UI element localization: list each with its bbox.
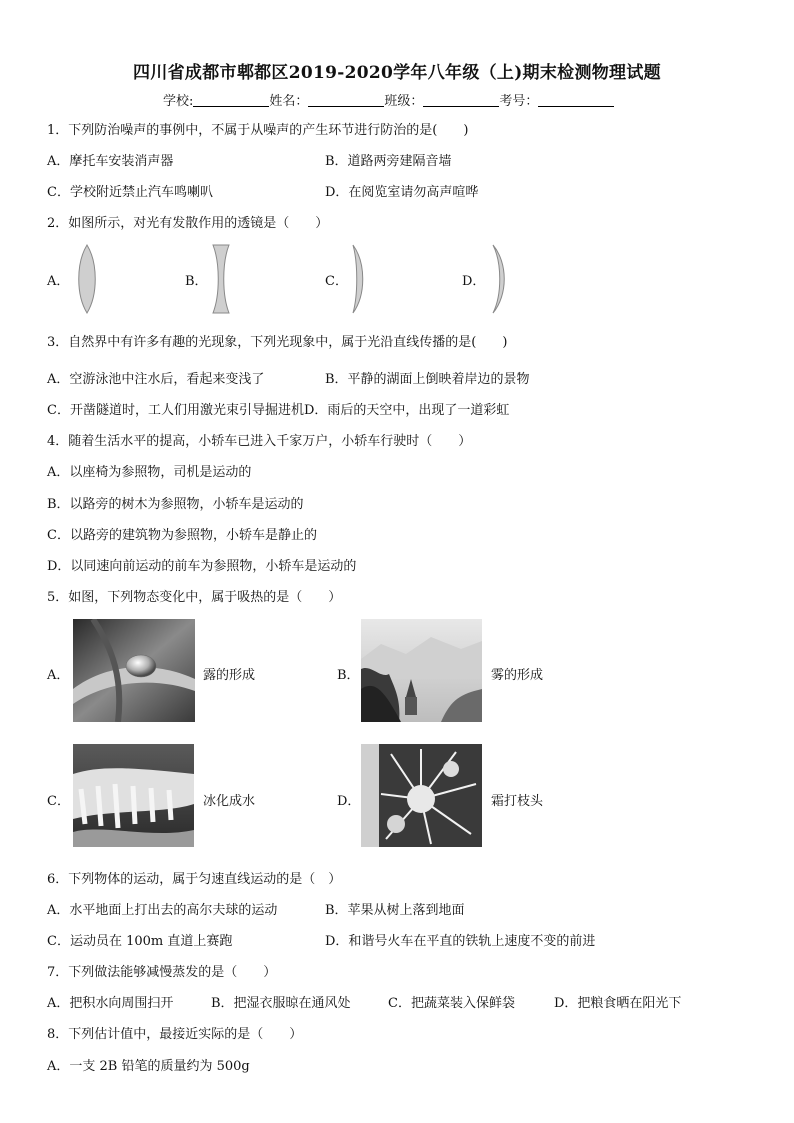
q5-caption-a: 露的形成 <box>203 668 256 683</box>
q6-option-d: D．和谐号火车在平直的铁轨上速度不变的前进 <box>325 934 596 949</box>
q5-caption-d: 霜打枝头 <box>491 794 544 809</box>
q1-option-b: B．道路两旁建隔音墙 <box>325 154 452 169</box>
q6-stem: 6．下列物体的运动，属于匀速直线运动的是（ ） <box>47 872 342 887</box>
q1-stem: 1．下列防治噪声的事例中，不属于从噪声的产生环节进行防治的是( ) <box>47 123 469 138</box>
q8-stem: 8．下列估计值中，最接近实际的是（ ） <box>47 1027 303 1042</box>
q1-option-d: D．在阅览室请勿高声喧哗 <box>325 185 479 200</box>
convex-lens-icon <box>76 243 98 315</box>
q5-option-d: D． <box>337 794 361 809</box>
q5-option-c: C． <box>47 794 70 809</box>
melting-ice-photo <box>73 744 194 847</box>
dew-drop-photo <box>73 619 195 722</box>
q6-option-b: B．苹果从树上落到地面 <box>325 903 465 918</box>
page-title: 四川省成都市郫都区2019-2020学年八年级（上)期末检测物理试题 <box>133 63 661 83</box>
q4-option-a: A．以座椅为参照物，司机是运动的 <box>47 465 252 480</box>
q5-option-a: A． <box>47 668 70 683</box>
q3-stem: 3．自然界中有许多有趣的光现象，下列光现象中，属于光沿直线传播的是( ) <box>47 335 508 350</box>
q7-stem: 7．下列做法能够减慢蒸发的是（ ） <box>47 965 277 980</box>
q6-option-c: C．运动员在 100m 直道上赛跑 <box>47 934 233 949</box>
q3-option-cd: C．开凿隧道时，工人们用激光束引导掘进机D．雨后的天空中，出现了一道彩虹 <box>47 403 510 418</box>
plano-convex-lens-icon <box>350 243 366 315</box>
q4-stem: 4．随着生活水平的提高，小轿车已进入千家万户，小轿车行驶时（ ） <box>47 434 472 449</box>
id-blank <box>538 94 614 107</box>
q2-option-c: C． <box>325 274 348 289</box>
q1-option-a: A．摩托车安装消声器 <box>47 154 174 169</box>
q8-option-a: A．一支 2B 铅笔的质量约为 500g <box>47 1059 250 1074</box>
id-label: 考号： <box>499 94 539 109</box>
q5-caption-b: 雾的形成 <box>491 668 544 683</box>
q2-option-b: B． <box>185 274 208 289</box>
q2-option-d: D． <box>462 274 486 289</box>
q4-option-c: C．以路旁的建筑物为参照物，小轿车是静止的 <box>47 528 317 543</box>
student-info-line <box>163 90 614 109</box>
q6-option-a: A．水平地面上打出去的高尔夫球的运动 <box>47 903 278 918</box>
q5-stem: 5．如图，下列物态变化中，属于吸热的是（ ） <box>47 590 342 605</box>
class-blank <box>423 94 499 107</box>
q5-caption-c: 冰化成水 <box>203 794 256 809</box>
name-label: 姓名： <box>269 94 309 109</box>
q7-option-a: A．把积水向周围扫开 <box>47 996 174 1011</box>
q7-option-d: D．把粮食晒在阳光下 <box>554 996 682 1011</box>
name-blank <box>308 94 384 107</box>
frost-branch-photo <box>361 744 482 847</box>
q4-option-b: B．以路旁的树木为参照物，小轿车是运动的 <box>47 497 304 512</box>
school-blank <box>193 94 269 107</box>
class-label: 班级： <box>384 94 424 109</box>
concave-lens-icon <box>210 243 232 315</box>
q7-option-c: C．把蔬菜装入保鲜袋 <box>388 996 515 1011</box>
q2-option-a: A． <box>47 274 70 289</box>
q5-option-b: B． <box>337 668 360 683</box>
q7-option-b: B．把湿衣服晾在通风处 <box>211 996 351 1011</box>
q1-option-c: C．学校附近禁止汽车鸣喇叭 <box>47 185 213 200</box>
fog-scene-photo <box>361 619 482 722</box>
q3-option-a: A．空游泳池中注水后，看起来变浅了 <box>47 372 265 387</box>
meniscus-lens-icon <box>490 243 508 315</box>
q3-option-b: B．平静的湖面上倒映着岸边的景物 <box>325 372 530 387</box>
q4-option-d: D．以同速向前运动的前车为参照物，小轿车是运动的 <box>47 559 357 574</box>
school-label: 学校: <box>163 94 194 109</box>
q2-stem: 2．如图所示，对光有发散作用的透镜是（ ） <box>47 216 329 231</box>
